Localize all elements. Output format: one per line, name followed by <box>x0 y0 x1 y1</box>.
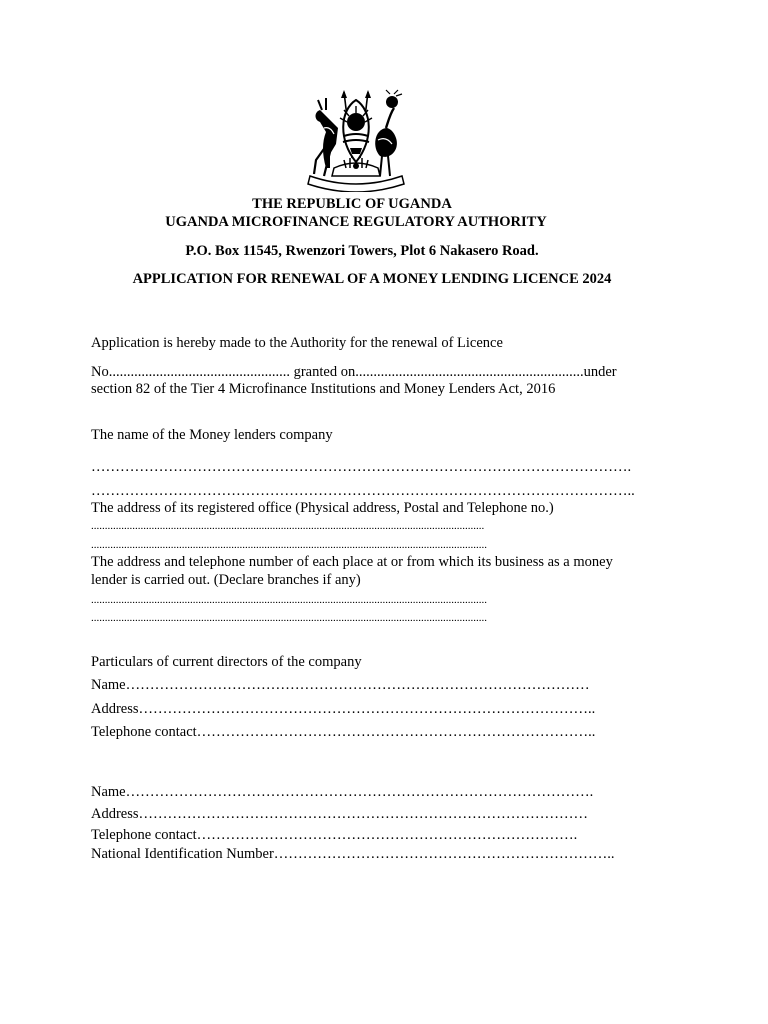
director1-name-field[interactable]: Name…………………………………………………………………………………… <box>91 677 590 693</box>
director2-telephone-field[interactable]: Telephone contact……………………………………………………………………. <box>91 827 578 843</box>
act-reference: section 82 of the Tier 4 Microfinance Institutions and Money Lenders Act, 2016 <box>91 381 556 397</box>
form-title: APPLICATION FOR RENEWAL OF A MONEY LENDING LICENCE 2024 <box>132 271 612 287</box>
director2-address-field[interactable]: Address………………………………………………………………………………… <box>91 806 589 822</box>
branches-label-line1: The address and telephone number of each place at or from which its business as a money <box>91 554 613 570</box>
branches-label-line2: lender is carried out. (Declare branches if any) <box>91 572 361 588</box>
licence-number-line[interactable]: No.................................................. granted on...............................................................under <box>91 364 617 380</box>
registered-office-field[interactable]: ............................................................................................................................................... <box>91 520 485 532</box>
registered-office-field-2[interactable]: ................................................................................................................................................ <box>91 539 487 551</box>
director1-telephone-field[interactable]: Telephone contact……………………………………………………………………….. <box>91 724 596 740</box>
authority-heading: UGANDA MICROFINANCE REGULATORY AUTHORITY <box>165 214 547 230</box>
director1-address-field[interactable]: Address………………………………………………………………………………….. <box>91 701 596 717</box>
branches-field[interactable]: ................................................................................................................................................ <box>91 594 487 606</box>
directors-heading: Particulars of current directors of the company <box>91 654 362 670</box>
company-name-field[interactable]: …………………………………………………………………………………………………. <box>91 459 632 475</box>
director2-name-field[interactable]: Name……………………………………………………………………………………. <box>91 784 594 800</box>
company-name-label: The name of the Money lenders company <box>91 427 333 443</box>
coat-of-arms-icon <box>300 88 412 192</box>
company-name-field-2[interactable]: ………………………………………………………………………………………………….. <box>91 483 635 499</box>
branches-field-2[interactable]: ................................................................................................................................................ <box>91 612 487 624</box>
postal-address: P.O. Box 11545, Rwenzori Towers, Plot 6 Nakasero Road. <box>185 243 539 259</box>
registered-office-label: The address of its registered office (Physical address, Postal and Telephone no.) <box>91 500 554 516</box>
application-intro: Application is hereby made to the Authority for the renewal of Licence <box>91 335 503 351</box>
director2-nin-field[interactable]: National Identification Number…………………………………………………………….. <box>91 846 615 862</box>
republic-heading: THE REPUBLIC OF UGANDA <box>252 196 452 212</box>
